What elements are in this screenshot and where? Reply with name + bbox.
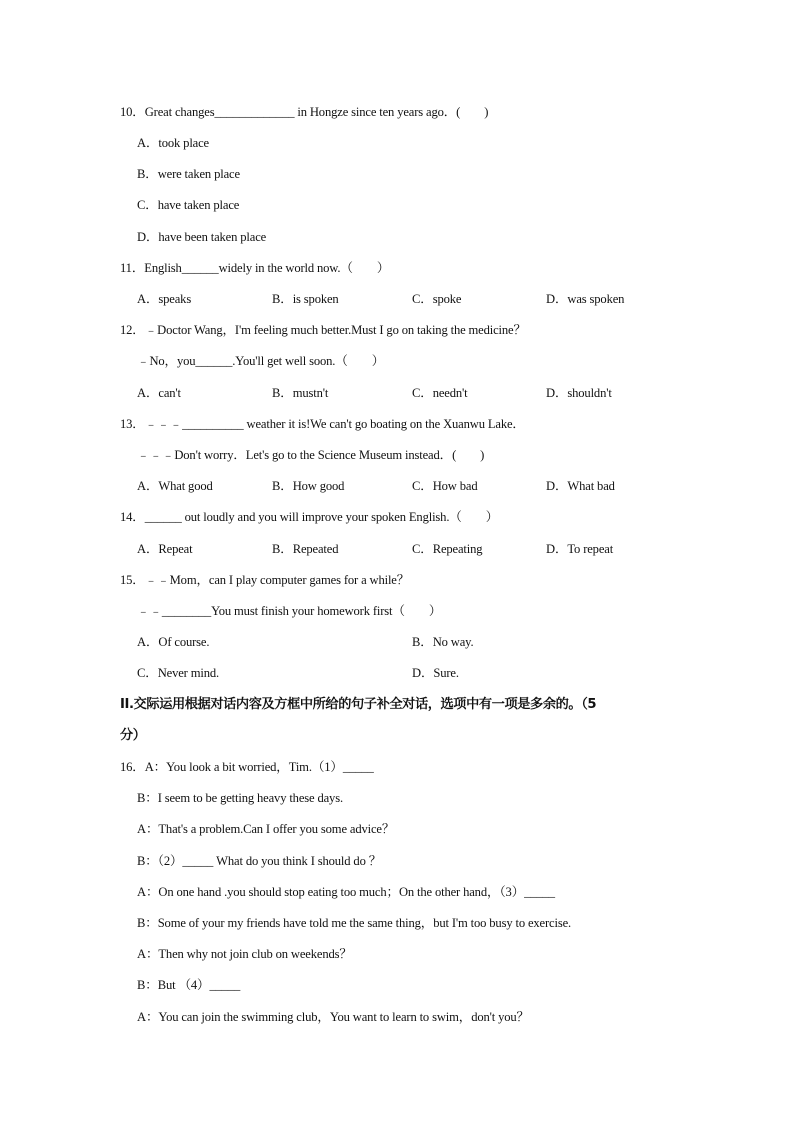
dialogue-line: A：Then why not join club on weekends？ — [137, 947, 352, 961]
question-15-option-b: B．No way. — [412, 635, 474, 649]
question-12-reply: ﹣No，you______.You'll get well soon.（ ） — [137, 354, 385, 368]
question-12-option-a: A．can't — [137, 386, 181, 400]
question-13-stem: 13．﹣﹣﹣__________ weather it is!We can't go boating on the Xuanwu Lake． — [120, 417, 525, 431]
dialogue-line: B：（2）_____ What do you think I should do ？ — [137, 854, 382, 868]
question-15-stem: 15．﹣﹣Mom，can I play computer games for a while？ — [120, 573, 410, 587]
question-13-option-c: C．How bad — [412, 479, 478, 493]
question-15-option-d: D．Sure. — [412, 666, 459, 680]
dialogue-line: B：Some of your my friends have told me the same thing，but I'm too busy to exercise. — [137, 916, 572, 930]
question-13-option-a: A．What good — [137, 479, 213, 493]
dialogue-line: A：That's a problem.Can I offer you some advice？ — [137, 822, 395, 836]
question-15-option-c: C．Never mind. — [137, 666, 219, 680]
question-10-option-b: B．were taken place — [137, 167, 240, 181]
question-12-option-c: C．needn't — [412, 386, 468, 400]
question-15-reply: ﹣﹣________You must finish your homework first（ ） — [137, 604, 442, 618]
dialogue-line: A：You can join the swimming club，You want to learn to swim，don't you？ — [137, 1010, 530, 1024]
question-15-option-a: A．Of course. — [137, 635, 210, 649]
question-10-option-c: C．have taken place — [137, 198, 240, 212]
question-12-option-b: B．mustn't — [272, 386, 329, 400]
question-13-reply: ﹣﹣﹣Don't worry．Let's go to the Science Museum instead．( ) — [137, 448, 485, 462]
question-13-option-b: B．How good — [272, 479, 345, 493]
section-2-heading: II.交际运用根据对话内容及方框中所给的句子补全对话，选项中有一项是多余的。（5 — [120, 697, 597, 712]
dialogue-line: B：But （4）_____ — [137, 978, 241, 992]
question-12-stem: 12．﹣Doctor Wang，I'm feeling much better.Must I go on taking the medicine？ — [120, 323, 526, 337]
question-12-option-d: D．shouldn't — [546, 386, 612, 400]
dialogue-line: A：On one hand .you should stop eating too much；On the other hand，（3）_____ — [137, 885, 555, 899]
question-10-option-d: D．have been taken place — [137, 230, 267, 244]
question-11-option-b: B．is spoken — [272, 292, 339, 306]
question-11-option-d: D．was spoken — [546, 292, 625, 306]
question-10-option-a: A．took place — [137, 136, 209, 150]
question-11-stem: 11．English______widely in the world now.（ ） — [120, 261, 390, 275]
question-10-stem: 10．Great changes_____________ in Hongze since ten years ago．( ) — [120, 105, 489, 119]
question-14-option-a: A．Repeat — [137, 542, 193, 556]
question-14-option-d: D．To repeat — [546, 542, 614, 556]
question-11-option-a: A．speaks — [137, 292, 192, 306]
question-11-option-c: C．spoke — [412, 292, 462, 306]
dialogue-line: 16．A：You look a bit worried，Tim.（1）_____ — [120, 760, 374, 774]
question-13-option-d: D．What bad — [546, 479, 615, 493]
question-14-option-b: B．Repeated — [272, 542, 339, 556]
question-14-option-c: C．Repeating — [412, 542, 483, 556]
dialogue-line: B：I seem to be getting heavy these days. — [137, 791, 343, 805]
section-2-heading-continued: 分） — [120, 728, 146, 743]
question-14-stem: 14．______ out loudly and you will improve your spoken English.（ ） — [120, 510, 499, 524]
